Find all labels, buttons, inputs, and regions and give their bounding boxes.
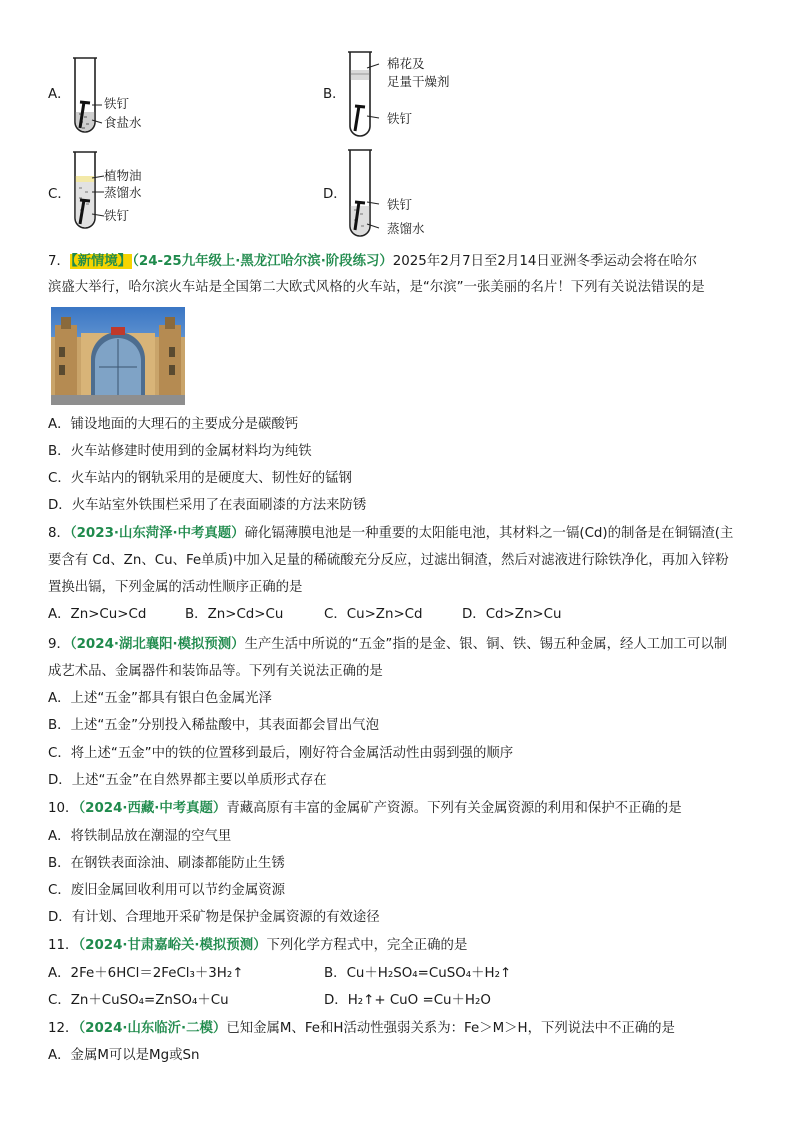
question-10-stem-line-1 bbox=[48, 800, 682, 818]
question-9-option-d: D．上述“五金”在自然界都主要以单质形式存在 bbox=[48, 773, 327, 788]
question-11-option-a: A．2Fe＋6HCl＝2FeCl₃＋3H₂↑ bbox=[48, 966, 244, 981]
tube-c-label-nail: 铁钉 bbox=[104, 208, 130, 223]
question-10-option-d: D．有计划、合理地开采矿物是保护金属资源的有效途径 bbox=[48, 910, 380, 925]
question-7-option-d: D．火车站室外铁围栏采用了在表面刷漆的方法来防锈 bbox=[48, 498, 367, 513]
question-10-option-a: A．将铁制品放在潮湿的空气里 bbox=[48, 829, 232, 844]
option-letter-c: C． bbox=[48, 187, 71, 202]
question-stem: 已知金属M、Fe和H活动性强弱关系为：Fe＞M＞H，下列说法中不正确的是 bbox=[226, 1021, 675, 1036]
question-number: 12． bbox=[48, 1021, 79, 1036]
question-11-option-c: C．Zn＋CuSO₄=ZnSO₄＋Cu bbox=[48, 993, 229, 1008]
question-8-option-a: A．Zn>Cu>Cd bbox=[48, 607, 147, 622]
option-letter-a: A． bbox=[48, 87, 71, 102]
question-source: （2024·湖北襄阳·模拟预测） bbox=[69, 637, 245, 652]
question-number: 7． bbox=[48, 254, 70, 269]
tube-b-label-cotton: 棉花及 bbox=[387, 56, 425, 71]
question-source: （2023·山东菏泽·中考真题） bbox=[69, 526, 245, 541]
question-8-stem-line-2: 要含有 Cd、Zn、Cu、Fe单质)中加入足量的稀硫酸充分反应，过滤出铜渣，然后对滤液进行除铁净化，再加入锌粉 bbox=[48, 553, 729, 568]
tube-a-label-nail: 铁钉 bbox=[104, 96, 130, 111]
question-8-stem-line-3: 置换出镉，下列金属的活动性顺序正确的是 bbox=[48, 580, 303, 595]
question-9-option-b: B．上述“五金”分别投入稀盐酸中，其表面都会冒出气泡 bbox=[48, 718, 380, 733]
tube-c-label-water: 蒸馏水 bbox=[104, 185, 142, 200]
test-tube-c bbox=[70, 148, 100, 233]
question-stem: 下列化学方程式中，完全正确的是 bbox=[266, 938, 468, 953]
question-9-option-c: C．将上述“五金”中的铁的位置移到最后，刚好符合金属活动性由弱到强的顺序 bbox=[48, 746, 514, 761]
question-11-stem-line-1 bbox=[48, 937, 467, 955]
test-tube-b bbox=[345, 46, 375, 138]
question-stem: 青藏高原有丰富的金属矿产资源。下列有关金属资源的利用和保护不正确的是 bbox=[226, 801, 682, 816]
test-tube-d bbox=[345, 146, 375, 238]
question-number: 8． bbox=[48, 526, 70, 541]
option-letter-b: B． bbox=[323, 87, 346, 102]
question-source: （2024·西藏·中考真题） bbox=[78, 801, 227, 816]
question-7-option-a: A．铺设地面的大理石的主要成分是碳酸钙 bbox=[48, 417, 299, 432]
question-7-option-c: C．火车站内的钢轨采用的是硬度大、韧性好的锰钢 bbox=[48, 471, 352, 486]
tube-b-label-nail: 铁钉 bbox=[387, 111, 413, 126]
question-11-option-b: B．Cu＋H₂SO₄=CuSO₄＋H₂↑ bbox=[324, 966, 512, 981]
question-number: 11． bbox=[48, 938, 79, 953]
question-7-option-b: B．火车站修建时使用到的金属材料均为纯铁 bbox=[48, 444, 312, 459]
question-source: （2024·甘肃嘉峪关·模拟预测） bbox=[78, 938, 267, 953]
question-number: 9． bbox=[48, 637, 70, 652]
question-stem: 2025年2月7日至2月14日亚洲冬季运动会将在哈尔 bbox=[392, 254, 698, 269]
question-7-stem-line-2: 滨盛大举行，哈尔滨火车站是全国第二大欧式风格的火车站，是“尔滨”一张美丽的名片！下列有关说法错误的是 bbox=[48, 280, 705, 295]
question-number: 10． bbox=[48, 801, 79, 816]
tube-a-label-saltwater: 食盐水 bbox=[104, 115, 142, 130]
question-stem: 碲化镉薄膜电池是一种重要的太阳能电池，其材料之一镉(Cd)的制备是在铜镉渣(主 bbox=[244, 526, 734, 541]
question-9-stem-line-2: 成艺术品、金属器件和装饰品等。下列有关说法正确的是 bbox=[48, 664, 383, 679]
question-source: （2024·山东临沂·二模） bbox=[78, 1021, 227, 1036]
question-12-stem-line-1 bbox=[48, 1020, 675, 1038]
question-10-option-c: C．废旧金属回收利用可以节约金属资源 bbox=[48, 883, 285, 898]
question-8-option-c: C．Cu>Zn>Cd bbox=[324, 607, 423, 622]
question-9-option-a: A．上述“五金”都具有银白色金属光泽 bbox=[48, 691, 272, 706]
new-context-tag: 【新情境】 bbox=[70, 254, 132, 269]
question-11-option-d: D．H₂↑+ CuO =Cu＋H₂O bbox=[324, 993, 491, 1008]
question-7-stem-line-1 bbox=[48, 253, 697, 271]
tube-b-label-desiccant: 足量干燥剂 bbox=[387, 74, 450, 89]
question-12-option-a: A．金属M可以是Mg或Sn bbox=[48, 1048, 200, 1063]
harbin-station-photo bbox=[51, 307, 185, 405]
tube-d-label-nail: 铁钉 bbox=[387, 197, 413, 212]
question-8-option-b: B．Zn>Cd>Cu bbox=[185, 607, 284, 622]
tube-c-label-oil: 植物油 bbox=[104, 168, 142, 183]
option-letter-d: D． bbox=[323, 187, 347, 202]
question-stem: 生产生活中所说的“五金”指的是金、银、铜、铁、锡五种金属，经人工加工可以制 bbox=[244, 637, 728, 652]
question-8-stem-line-1 bbox=[48, 525, 733, 543]
test-tube-a bbox=[70, 50, 100, 135]
question-8-option-d: D．Cd>Zn>Cu bbox=[462, 607, 562, 622]
question-9-stem-line-1 bbox=[48, 636, 727, 654]
question-source: （24-25九年级上·黑龙江哈尔滨·阶段练习） bbox=[132, 254, 393, 269]
question-10-option-b: B．在钢铁表面涂油、刷漆都能防止生锈 bbox=[48, 856, 285, 871]
tube-d-label-water: 蒸馏水 bbox=[387, 221, 425, 236]
